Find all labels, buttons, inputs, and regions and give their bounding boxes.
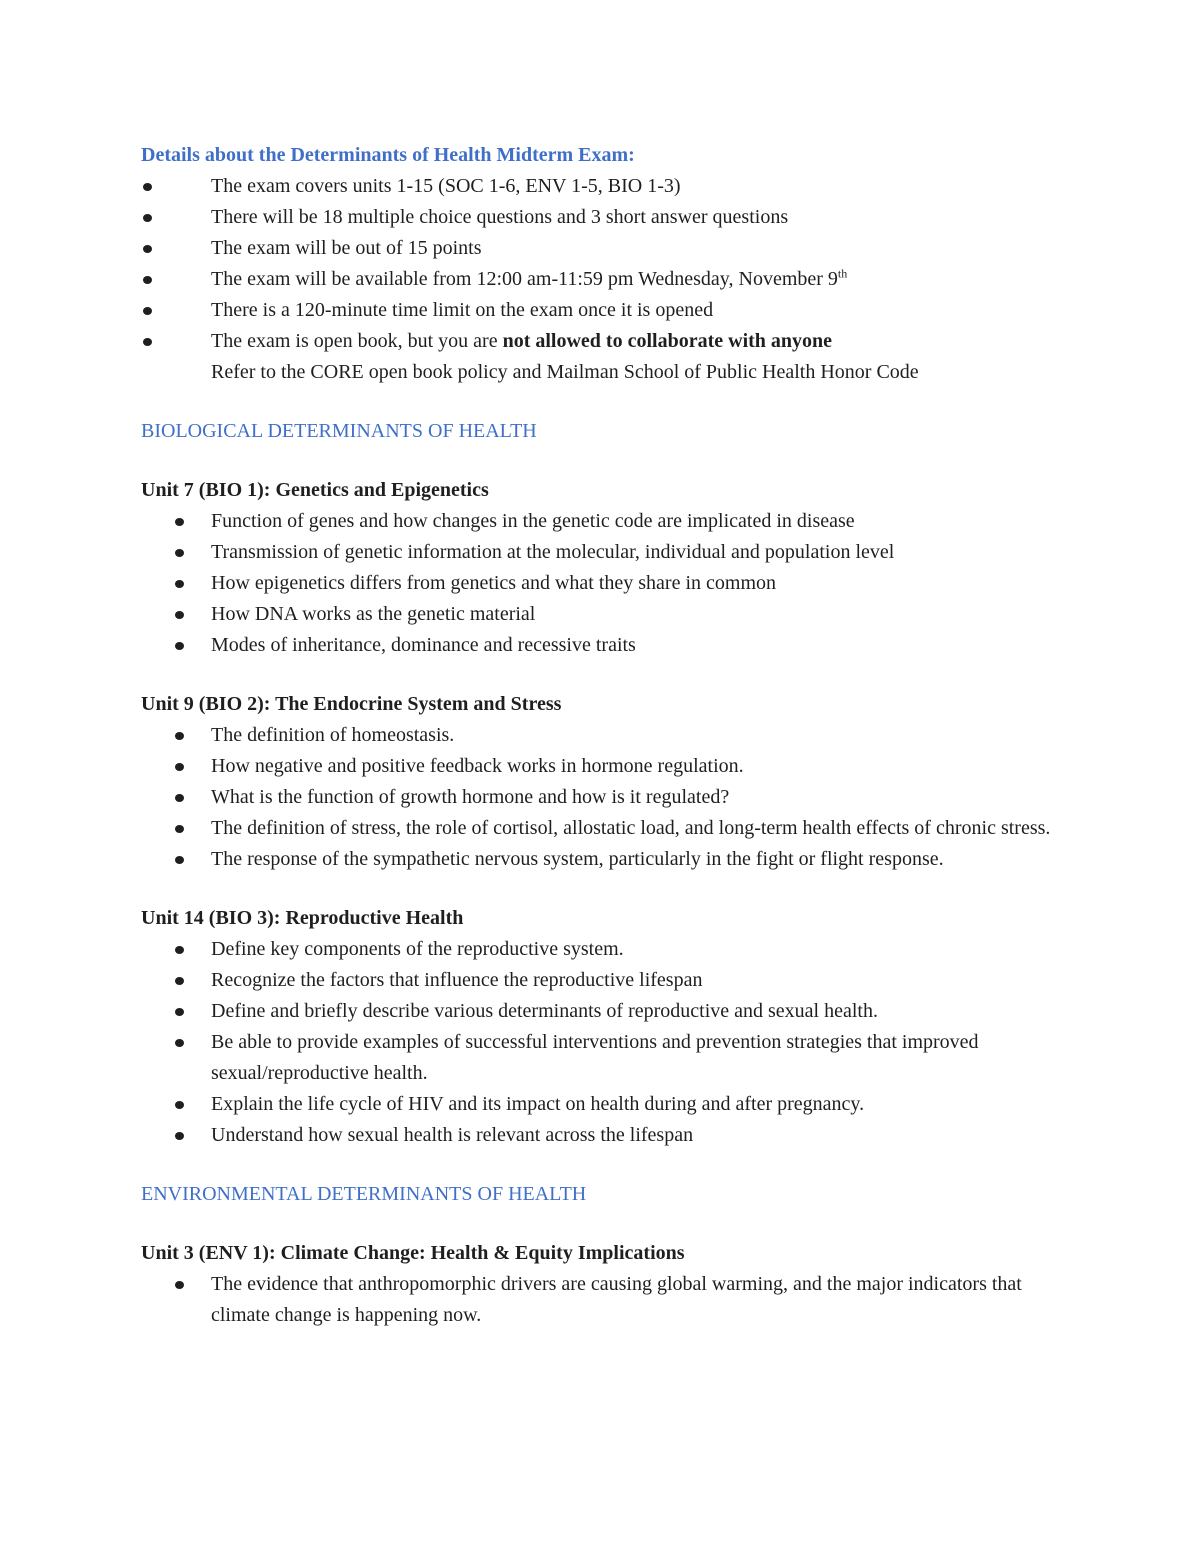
topic-text: Be able to provide examples of successful interventions and prevention strategies that improved sexual/reproductive health. — [211, 1031, 979, 1084]
topic-item — [141, 720, 1071, 751]
bullet-icon — [175, 977, 184, 985]
open-book-text: The exam is open book, but you are — [211, 330, 503, 352]
topic-text: What is the function of growth hormone and how is it regulated? — [211, 786, 730, 808]
bullet-icon — [175, 1281, 184, 1289]
topic-text: Define and briefly describe various determinants of reproductive and sexual health. — [211, 1000, 878, 1022]
details-item — [141, 326, 1071, 357]
bio-section-heading: BIOLOGICAL DETERMINANTS OF HEALTH — [141, 420, 537, 442]
details-item-text: There is a 120-minute time limit on the exam once it is opened — [211, 299, 714, 321]
details-item-text: The exam will be out of 15 points — [211, 237, 482, 259]
topic-text: The evidence that anthropomorphic drivers are causing global warming, and the major indicators that climate change is happening now. — [211, 1273, 1022, 1326]
env-section-heading: ENVIRONMENTAL DETERMINANTS OF HEALTH — [141, 1183, 587, 1205]
unit-topic-list — [141, 1269, 1071, 1331]
bullet-icon — [175, 642, 184, 650]
topic-item — [141, 537, 1071, 568]
topic-text: How negative and positive feedback works in hormone regulation. — [211, 755, 744, 777]
bullet-icon — [175, 794, 184, 802]
bullet-icon — [143, 276, 152, 284]
honor-code-note: Refer to the CORE open book policy and Mailman School of Public Health Honor Code — [211, 361, 919, 383]
bullet-icon — [143, 183, 152, 191]
unit-topic-list — [141, 720, 1071, 875]
topic-text: The response of the sympathetic nervous system, particularly in the fight or flight response. — [211, 848, 944, 870]
bullet-icon — [175, 549, 184, 557]
topic-item — [141, 844, 1071, 875]
bullet-icon — [175, 611, 184, 619]
topic-item — [141, 782, 1071, 813]
bullet-icon — [143, 307, 152, 315]
topic-item — [141, 934, 1071, 965]
topic-item — [141, 568, 1071, 599]
bullet-icon — [175, 1132, 184, 1140]
topic-text: Recognize the factors that influence the reproductive lifespan — [211, 969, 703, 991]
unit-topic-list — [141, 934, 1071, 1151]
bullet-icon — [143, 245, 152, 253]
bullet-icon — [175, 732, 184, 740]
details-item — [141, 295, 1071, 326]
bullet-icon — [175, 1008, 184, 1016]
bullet-icon — [143, 338, 152, 346]
collaboration-warning: not allowed to collaborate with anyone — [502, 330, 833, 352]
topic-item — [141, 1089, 1071, 1120]
topic-text: Transmission of genetic information at the molecular, individual and population level — [211, 541, 895, 563]
topic-item — [141, 1269, 1071, 1331]
bullet-icon — [175, 946, 184, 954]
details-item-text: There will be 18 multiple choice questions and 3 short answer questions — [211, 206, 789, 228]
details-item — [141, 171, 1071, 202]
topic-item — [141, 506, 1071, 537]
unit-heading: Unit 14 (BIO 3): Reproductive Health — [141, 907, 464, 929]
details-list — [141, 171, 1071, 357]
topic-item — [141, 630, 1071, 661]
bullet-icon — [175, 1101, 184, 1109]
topic-text: Explain the life cycle of HIV and its impact on health during and after pregnancy. — [211, 1093, 865, 1115]
topic-item — [141, 751, 1071, 782]
bullet-icon — [175, 825, 184, 833]
topic-item — [141, 813, 1071, 844]
unit-heading: Unit 7 (BIO 1): Genetics and Epigenetics — [141, 479, 489, 501]
topic-text: Define key components of the reproductive system. — [211, 938, 624, 960]
bullet-icon — [143, 214, 152, 222]
topic-text: The definition of stress, the role of cortisol, allostatic load, and long-term health effects of chronic stress. — [211, 817, 1051, 839]
details-item — [141, 202, 1071, 233]
availability-text: The exam will be available from 12:00 am-11:59 pm Wednesday, November 9 — [211, 268, 838, 290]
details-item-text: The exam covers units 1-15 (SOC 1-6, ENV 1-5, BIO 1-3) — [211, 175, 681, 197]
bullet-icon — [175, 763, 184, 771]
topic-text: Modes of inheritance, dominance and recessive traits — [211, 634, 636, 656]
topic-text: How epigenetics differs from genetics and what they share in common — [211, 572, 777, 594]
bullet-icon — [175, 580, 184, 588]
details-item — [141, 264, 1071, 295]
document-content — [141, 140, 1071, 1331]
topic-item — [141, 599, 1071, 630]
topic-item — [141, 996, 1071, 1027]
topic-item — [141, 1027, 1071, 1089]
topic-text: The definition of homeostasis. — [211, 724, 455, 746]
details-title: Details about the Determinants of Health Midterm Exam: — [141, 144, 635, 166]
unit-heading: Unit 9 (BIO 2): The Endocrine System and Stress — [141, 693, 562, 715]
topic-item — [141, 965, 1071, 996]
topic-text: Understand how sexual health is relevant across the lifespan — [211, 1124, 694, 1146]
topic-item — [141, 1120, 1071, 1151]
bullet-icon — [175, 856, 184, 864]
topic-text: How DNA works as the genetic material — [211, 603, 536, 625]
details-item — [141, 233, 1071, 264]
unit-topic-list — [141, 506, 1071, 661]
bullet-icon — [175, 518, 184, 526]
unit-heading: Unit 3 (ENV 1): Climate Change: Health & Equity Implications — [141, 1242, 685, 1264]
date-ordinal-suffix: th — [837, 266, 848, 281]
bullet-icon — [175, 1039, 184, 1047]
topic-text: Function of genes and how changes in the genetic code are implicated in disease — [211, 510, 855, 532]
